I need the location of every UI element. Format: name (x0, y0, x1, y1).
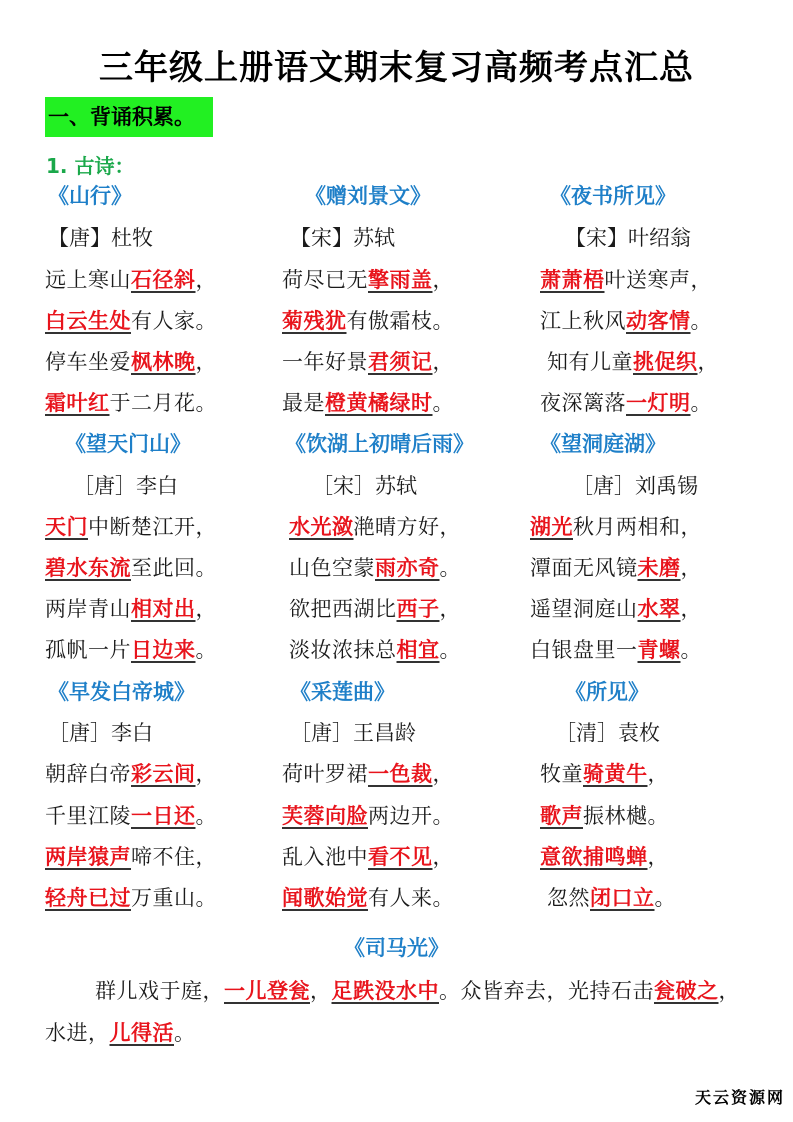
poem-line: 白银盘里一青螺。 (530, 638, 702, 662)
key-phrase: 湖光 (530, 515, 573, 539)
key-phrase: 歌声 (540, 804, 583, 828)
key-phrase: 闭口立 (590, 886, 655, 910)
key-phrase: 西子 (396, 597, 440, 621)
key-phrase: 闻歌始觉 (282, 886, 368, 910)
key-phrase: 一灯明 (626, 391, 691, 415)
key-phrase: 相对出 (131, 597, 196, 621)
poem-title: 《采莲曲》 (290, 680, 395, 704)
key-phrase: 菊残犹 (282, 309, 347, 333)
subsection-heading: 1. 古诗： (46, 154, 135, 178)
key-phrase: 意欲捕鸣蝉 (540, 845, 648, 869)
key-phrase: 碧水东流 (45, 556, 131, 580)
key-phrase: 水光潋 (289, 515, 354, 539)
key-phrase: 看不见 (368, 845, 433, 869)
poem-title: 《望天门山》 (65, 432, 191, 456)
poem-line: 白云生处有人家。 (45, 309, 217, 333)
key-phrase: 两岸猿声 (45, 845, 131, 869)
key-phrase: 雨亦奇 (375, 556, 440, 580)
poem-author: 【宋】叶绍翁 (565, 226, 691, 250)
poem-line: 霜叶红于二月花。 (45, 391, 217, 415)
key-phrase: 霜叶红 (45, 391, 110, 415)
poem-line: 牧童骑黄牛， (540, 762, 669, 786)
poem-line: 淡妆浓抹总相宜。 (289, 638, 461, 662)
poem-line: 轻舟已过万重山。 (45, 886, 217, 910)
key-phrase: 君须记 (368, 350, 433, 374)
key-phrase: 芙蓉向脸 (282, 804, 368, 828)
key-phrase: 骑黄牛 (583, 762, 648, 786)
poem-author: ［宋］苏轼 (312, 474, 417, 498)
poem-line: 天门中断楚江开， (45, 515, 217, 539)
poem-author: 【宋】苏轼 (290, 226, 395, 250)
key-phrase: 足跌没水中 (331, 979, 439, 1003)
poem-line: 欲把西湖比西子， (289, 597, 461, 621)
poem-title: 《饮湖上初晴后雨》 (285, 432, 474, 456)
prose-title: 《司马光》 (344, 936, 449, 960)
page-title: 三年级上册语文期末复习高频考点汇总 (99, 48, 694, 88)
poem-author: ［唐］王昌龄 (290, 721, 416, 745)
key-phrase: 天门 (45, 515, 88, 539)
poem-author: ［唐］刘禹锡 (572, 474, 698, 498)
poem-line: 水光潋滟晴方好， (289, 515, 461, 539)
key-phrase: 水翠 (637, 597, 681, 621)
key-phrase: 一色裁 (368, 762, 433, 786)
key-phrase: 白云生处 (45, 309, 131, 333)
prose-text: 群儿戏于庭，一儿登瓮，足跌没水中。众皆弃去，光持石击瓮破之，水进，儿得活。 (45, 979, 740, 1045)
poem-author: ［唐］李白 (73, 474, 178, 498)
poem-line: 湖光秋月两相和， (530, 515, 702, 539)
poem-line: 芙蓉向脸两边开。 (282, 804, 454, 828)
key-phrase: 萧萧梧 (540, 268, 605, 292)
poem-line: 荷尽已无擎雨盖， (282, 268, 454, 292)
key-phrase: 彩云间 (131, 762, 196, 786)
key-phrase: 一儿登瓮 (224, 979, 310, 1003)
poem-line: 意欲捕鸣蝉， (540, 845, 669, 869)
key-phrase: 未磨 (637, 556, 681, 580)
poem-line: 一年好景君须记， (282, 350, 454, 374)
poem-line: 碧水东流至此回。 (45, 556, 217, 580)
poem-line: 萧萧梧叶送寒声， (540, 268, 712, 292)
section-heading: 一、背诵积累。 (45, 97, 213, 137)
poem-line: 孤帆一片日边来。 (45, 638, 217, 662)
poem-line: 知有儿童挑促织， (547, 350, 719, 374)
poem-line: 乱入池中看不见， (282, 845, 454, 869)
poem-line: 忽然闭口立。 (547, 886, 676, 910)
watermark: 天云资源网 (694, 1088, 785, 1107)
poem-line: 歌声振林樾。 (540, 804, 669, 828)
poem-line: 闻歌始觉有人来。 (282, 886, 454, 910)
poem-line: 潭面无风镜未磨， (530, 556, 702, 580)
poem-line: 远上寒山石径斜， (45, 268, 217, 292)
key-phrase: 橙黄橘绿时 (325, 391, 433, 415)
key-phrase: 相宜 (396, 638, 440, 662)
key-phrase: 日边来 (131, 638, 196, 662)
poem-line: 江上秋风动客情。 (540, 309, 712, 333)
poem-title: 《赠刘景文》 (305, 184, 431, 208)
key-phrase: 擎雨盖 (368, 268, 433, 292)
poem-line: 荷叶罗裙一色裁， (282, 762, 454, 786)
key-phrase: 动客情 (626, 309, 691, 333)
key-phrase: 石径斜 (131, 268, 196, 292)
poem-line: 朝辞白帝彩云间， (45, 762, 217, 786)
poem-title: 《早发白帝城》 (48, 680, 195, 704)
poem-author: ［清］袁枚 (555, 721, 660, 745)
key-phrase: 儿得活 (109, 1021, 174, 1045)
poem-author: 【唐】杜牧 (48, 226, 153, 250)
key-phrase: 轻舟已过 (45, 886, 131, 910)
key-phrase: 枫林晚 (131, 350, 196, 374)
poem-line: 菊残犹有傲霜枝。 (282, 309, 454, 333)
poem-line: 山色空蒙雨亦奇。 (289, 556, 461, 580)
poem-line: 千里江陵一日还。 (45, 804, 217, 828)
poem-title: 《山行》 (48, 184, 132, 208)
key-phrase: 一日还 (131, 804, 196, 828)
poem-title: 《夜书所见》 (550, 184, 676, 208)
poem-title: 《所见》 (565, 680, 649, 704)
key-phrase: 青螺 (637, 638, 681, 662)
poem-line: 夜深篱落一灯明。 (540, 391, 712, 415)
poem-line: 最是橙黄橘绿时。 (282, 391, 454, 415)
key-phrase: 挑促织 (633, 350, 698, 374)
poem-title: 《望洞庭湖》 (540, 432, 666, 456)
poem-line: 两岸猿声啼不住， (45, 845, 217, 869)
poem-author: ［唐］李白 (48, 721, 153, 745)
poem-line: 遥望洞庭山水翠， (530, 597, 702, 621)
key-phrase: 瓮破之 (654, 979, 719, 1003)
poem-line: 两岸青山相对出， (45, 597, 217, 621)
poem-line: 停车坐爱枫林晚， (45, 350, 217, 374)
